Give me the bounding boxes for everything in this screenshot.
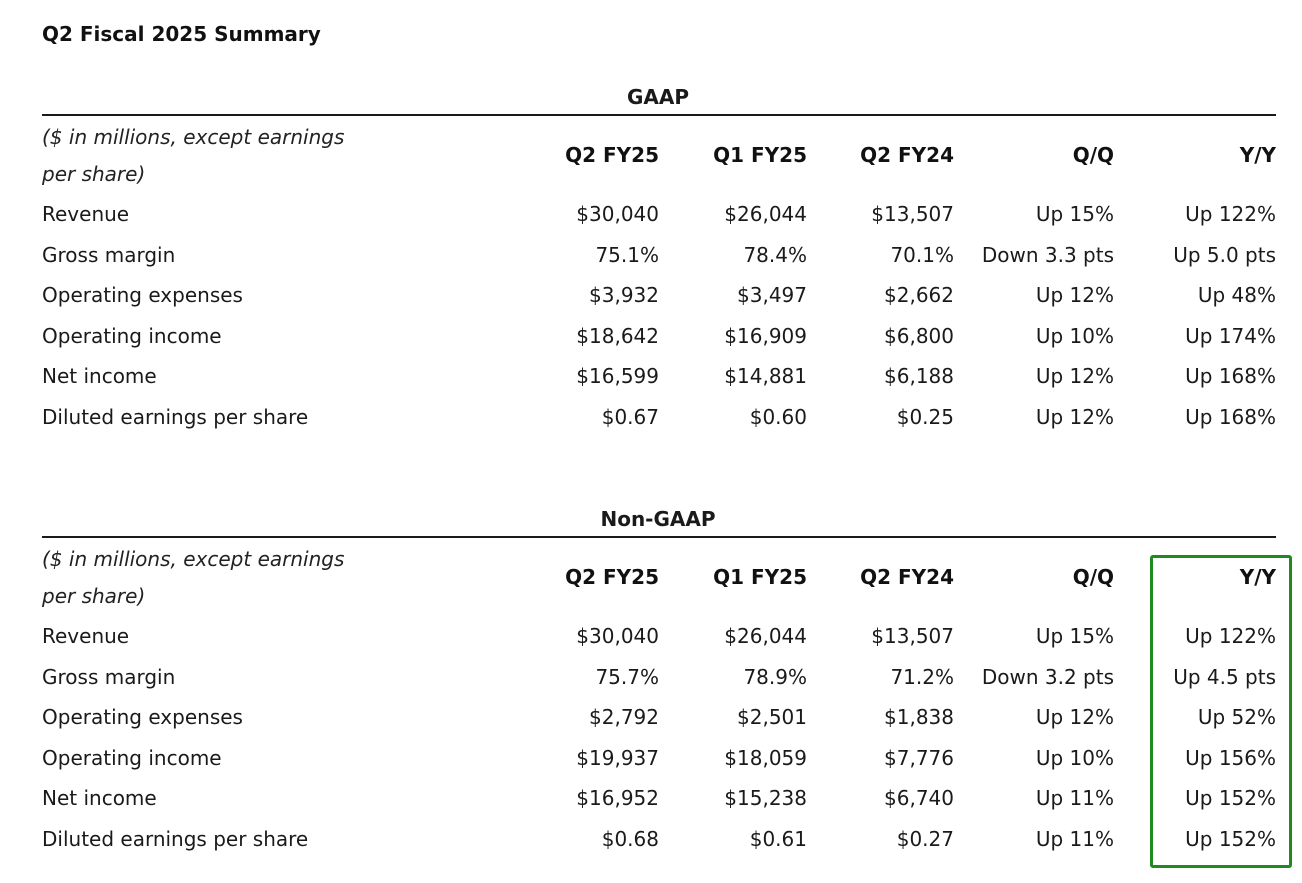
row-label: Gross margin xyxy=(42,242,176,267)
cell-value: $30,040 xyxy=(576,624,659,649)
cell-value: Up 156% xyxy=(1185,745,1276,770)
cell-value: $6,800 xyxy=(884,323,954,348)
cell-value: Up 10% xyxy=(1035,745,1114,770)
cell-value: $0.61 xyxy=(749,826,807,851)
cell-value: Up 11% xyxy=(1035,826,1114,851)
gaap-col-q2fy24: Q2 FY24 xyxy=(860,143,954,167)
cell-value: Up 11% xyxy=(1035,786,1114,811)
gaap-section-title xyxy=(42,82,1276,116)
table-row xyxy=(42,235,1276,276)
page-title: Q2 Fiscal 2025 Summary xyxy=(42,22,321,46)
cell-value: $19,937 xyxy=(576,745,659,770)
cell-value: $0.25 xyxy=(896,404,954,429)
cell-value: Up 152% xyxy=(1185,826,1276,851)
cell-value: 70.1% xyxy=(890,242,954,267)
cell-value: $15,238 xyxy=(724,786,807,811)
cell-value: $6,188 xyxy=(884,364,954,389)
nongaap-section xyxy=(42,504,1276,859)
nongaap-col-q2fy24: Q2 FY24 xyxy=(860,565,954,589)
gaap-table xyxy=(42,116,1276,437)
nongaap-header-row xyxy=(42,538,1276,616)
cell-value: Up 15% xyxy=(1035,202,1114,227)
cell-value: $7,776 xyxy=(884,745,954,770)
cell-value: $30,040 xyxy=(576,202,659,227)
cell-value: $16,599 xyxy=(576,364,659,389)
cell-value: $0.67 xyxy=(601,404,659,429)
gaap-section xyxy=(42,82,1276,437)
cell-value: $18,642 xyxy=(576,323,659,348)
cell-value: 75.7% xyxy=(595,664,659,689)
cell-value: $18,059 xyxy=(724,745,807,770)
cell-value: $0.60 xyxy=(749,404,807,429)
cell-value: $2,792 xyxy=(589,705,659,730)
cell-value: Up 168% xyxy=(1185,364,1276,389)
cell-value: Down 3.3 pts xyxy=(981,242,1114,267)
table-row xyxy=(42,697,1276,738)
row-label: Diluted earnings per share xyxy=(42,826,309,851)
cell-value: $26,044 xyxy=(724,624,807,649)
row-label: Diluted earnings per share xyxy=(42,404,309,429)
cell-value: 78.9% xyxy=(743,664,807,689)
nongaap-section-title xyxy=(42,504,1276,538)
cell-value: $26,044 xyxy=(724,202,807,227)
cell-value: 75.1% xyxy=(595,242,659,267)
gaap-col-qq: Q/Q xyxy=(1072,143,1114,167)
nongaap-col-q1fy25: Q1 FY25 xyxy=(713,565,807,589)
cell-value: $1,838 xyxy=(884,705,954,730)
cell-value: $16,952 xyxy=(576,786,659,811)
cell-value: $0.27 xyxy=(896,826,954,851)
row-label: Net income xyxy=(42,364,157,389)
gaap-units-note: ($ in millions, except earnings per share) xyxy=(42,125,345,186)
nongaap-col-qq: Q/Q xyxy=(1072,565,1114,589)
row-label: Operating expenses xyxy=(42,705,243,730)
nongaap-section-title-text: Non-GAAP xyxy=(600,507,716,531)
cell-value: $6,740 xyxy=(884,786,954,811)
cell-value: Up 12% xyxy=(1035,283,1114,308)
cell-value: $13,507 xyxy=(871,202,954,227)
cell-value: Up 4.5 pts xyxy=(1173,664,1276,689)
table-row xyxy=(42,356,1276,397)
cell-value: $0.68 xyxy=(601,826,659,851)
row-label: Operating expenses xyxy=(42,283,243,308)
cell-value: $2,662 xyxy=(884,283,954,308)
table-row xyxy=(42,316,1276,357)
nongaap-col-yy: Y/Y xyxy=(1239,565,1276,589)
cell-value: Up 174% xyxy=(1185,323,1276,348)
cell-value: $16,909 xyxy=(724,323,807,348)
row-label: Revenue xyxy=(42,624,130,649)
gaap-header-row xyxy=(42,116,1276,194)
cell-value: Up 15% xyxy=(1035,624,1114,649)
cell-value: Up 52% xyxy=(1197,705,1276,730)
table-row xyxy=(42,738,1276,779)
cell-value: Up 48% xyxy=(1197,283,1276,308)
cell-value: $14,881 xyxy=(724,364,807,389)
cell-value: Up 122% xyxy=(1185,624,1276,649)
gaap-col-q1fy25: Q1 FY25 xyxy=(713,143,807,167)
table-row xyxy=(42,397,1276,438)
table-row xyxy=(42,275,1276,316)
cell-value: Up 12% xyxy=(1035,404,1114,429)
cell-value: Up 5.0 pts xyxy=(1173,242,1276,267)
table-row xyxy=(42,819,1276,860)
table-row xyxy=(42,657,1276,698)
cell-value: Down 3.2 pts xyxy=(981,664,1114,689)
cell-value: $3,497 xyxy=(737,283,807,308)
row-label: Net income xyxy=(42,786,157,811)
cell-value: Up 12% xyxy=(1035,705,1114,730)
gaap-col-yy: Y/Y xyxy=(1239,143,1276,167)
cell-value: Up 168% xyxy=(1185,404,1276,429)
cell-value: $13,507 xyxy=(871,624,954,649)
table-row xyxy=(42,778,1276,819)
row-label: Gross margin xyxy=(42,664,176,689)
nongaap-table xyxy=(42,538,1276,859)
cell-value: Up 152% xyxy=(1185,786,1276,811)
row-label: Operating income xyxy=(42,323,222,348)
cell-value: $2,501 xyxy=(737,705,807,730)
table-row xyxy=(42,616,1276,657)
cell-value: Up 122% xyxy=(1185,202,1276,227)
table-row xyxy=(42,194,1276,235)
row-label: Revenue xyxy=(42,202,130,227)
cell-value: Up 10% xyxy=(1035,323,1114,348)
cell-value: 78.4% xyxy=(743,242,807,267)
gaap-col-q2fy25: Q2 FY25 xyxy=(565,143,659,167)
cell-value: 71.2% xyxy=(890,664,954,689)
nongaap-col-q2fy25: Q2 FY25 xyxy=(565,565,659,589)
nongaap-units-note: ($ in millions, except earnings per share) xyxy=(42,547,345,608)
cell-value: Up 12% xyxy=(1035,364,1114,389)
row-label: Operating income xyxy=(42,745,222,770)
gaap-section-title-text: GAAP xyxy=(626,85,690,109)
cell-value: $3,932 xyxy=(589,283,659,308)
